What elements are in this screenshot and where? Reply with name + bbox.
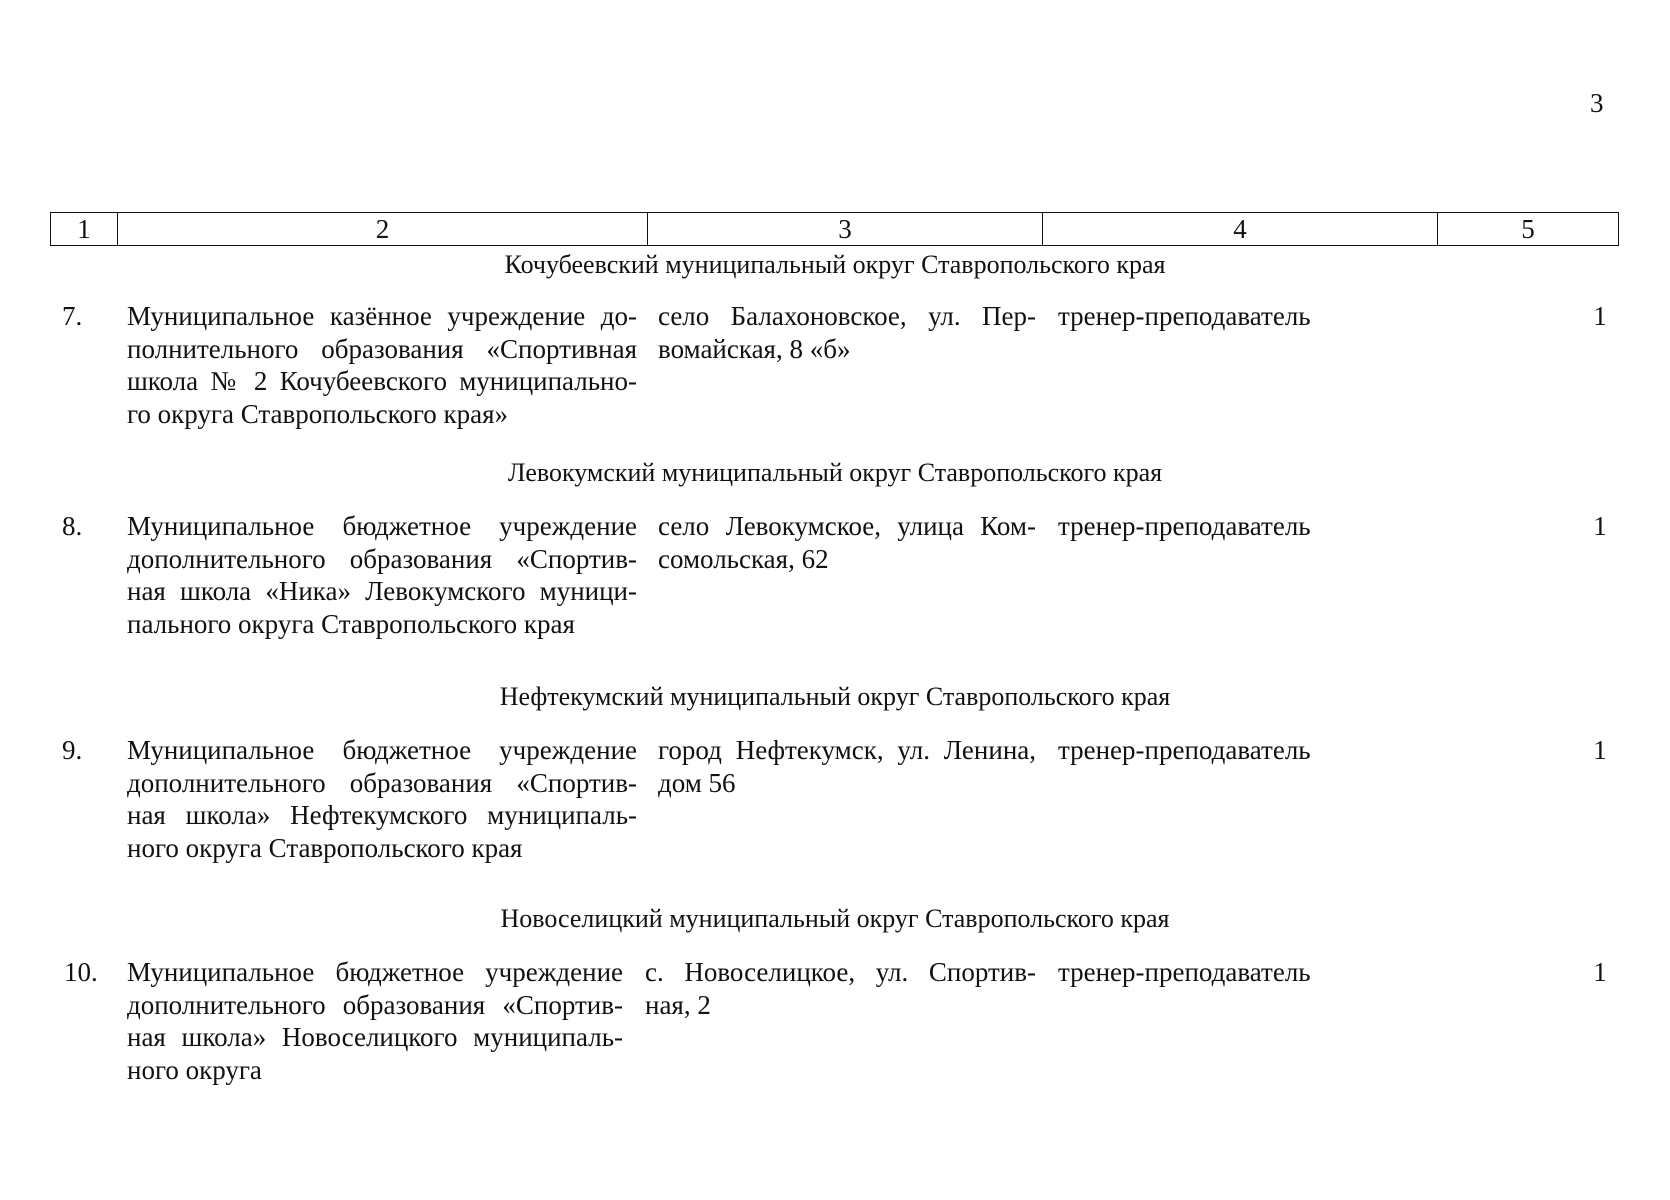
position-count: 1: [1593, 957, 1607, 987]
district-heading: Левокумский муниципальный округ Ставропольского края: [507, 458, 1163, 487]
organization-line: ная школа» Нефтекумского муниципаль-: [127, 800, 637, 830]
district-heading: Кочубеевский муниципальный округ Ставропольского края: [504, 250, 1166, 279]
organization-line: Муниципальное бюджетное учреждение: [127, 735, 637, 765]
organization-line: полнительного образования «Спортивная: [127, 333, 637, 364]
organization-line: ная школа «Ника» Левокумского муници-: [127, 576, 637, 606]
row-number: 7.: [62, 301, 83, 331]
district-heading: Новоселицкий муниципальный округ Ставропольского края: [500, 904, 1170, 933]
organization-line: ного округа: [127, 1054, 262, 1085]
organization-line: Муниципальное казённое учреждение до-: [127, 301, 637, 331]
address-line: сомольская, 62: [658, 543, 829, 574]
column-header-1: 1: [51, 213, 118, 246]
position-title: тренер-преподаватель: [1058, 511, 1311, 541]
address: [658, 300, 1036, 365]
organization-line: ного округа Ставропольского края: [127, 832, 523, 863]
organization-name: [127, 300, 637, 430]
column-header-5: 5: [1438, 213, 1619, 246]
table-row: [0, 510, 1670, 650]
table-row: [0, 734, 1670, 874]
position-title: тренер-преподаватель: [1058, 957, 1311, 987]
address-line: село Балахоновское, ул. Пер-: [658, 301, 1036, 331]
address-line: с. Новоселицкое, ул. Спортив-: [645, 957, 1036, 987]
address: [658, 734, 1036, 799]
page-number: 3: [1590, 88, 1604, 118]
table-row: [0, 956, 1670, 1096]
address-line: село Левокумское, улица Ком-: [658, 511, 1036, 541]
row-number: 9.: [62, 735, 83, 765]
district-heading: Нефтекумский муниципальный округ Ставропольского края: [499, 682, 1171, 711]
column-header-3: 3: [648, 213, 1043, 246]
organization-line: ная школа» Новоселицкого муниципаль-: [127, 1022, 623, 1052]
organization-line: Муниципальное бюджетное учреждение: [127, 511, 637, 541]
address-line: вомайская, 8 «б»: [658, 333, 851, 364]
position-count: 1: [1593, 511, 1607, 541]
column-header-table: [50, 212, 1619, 246]
organization-line: дополнительного образования «Спортив-: [127, 543, 637, 574]
organization-line: дополнительного образования «Спортив-: [127, 989, 623, 1020]
row-number: 10.: [64, 957, 98, 987]
table-row: [0, 300, 1670, 440]
column-header-4: 4: [1043, 213, 1438, 246]
organization-line: Муниципальное бюджетное учреждение: [127, 957, 623, 987]
position-title: тренер-преподаватель: [1058, 735, 1311, 765]
row-number: 8.: [62, 511, 83, 541]
organization-name: [127, 956, 623, 1086]
organization-name: [127, 734, 637, 864]
column-header-2: 2: [118, 213, 648, 246]
address-line: дом 56: [658, 767, 736, 798]
position-count: 1: [1593, 301, 1607, 331]
column-header-row: [51, 213, 1619, 246]
position-title: тренер-преподаватель: [1058, 301, 1311, 331]
organization-line: го округа Ставропольского края»: [127, 398, 509, 429]
position-count: 1: [1593, 735, 1607, 765]
address-line: город Нефтекумск, ул. Ленина,: [658, 735, 1036, 765]
organization-line: дополнительного образования «Спортив-: [127, 767, 637, 798]
address: [645, 956, 1036, 1021]
address: [658, 510, 1036, 575]
address-line: ная, 2: [645, 989, 711, 1020]
organization-name: [127, 510, 637, 640]
organization-line: пального округа Ставропольского края: [127, 608, 575, 639]
organization-line: школа № 2 Кочубеевского муниципально-: [127, 366, 637, 396]
